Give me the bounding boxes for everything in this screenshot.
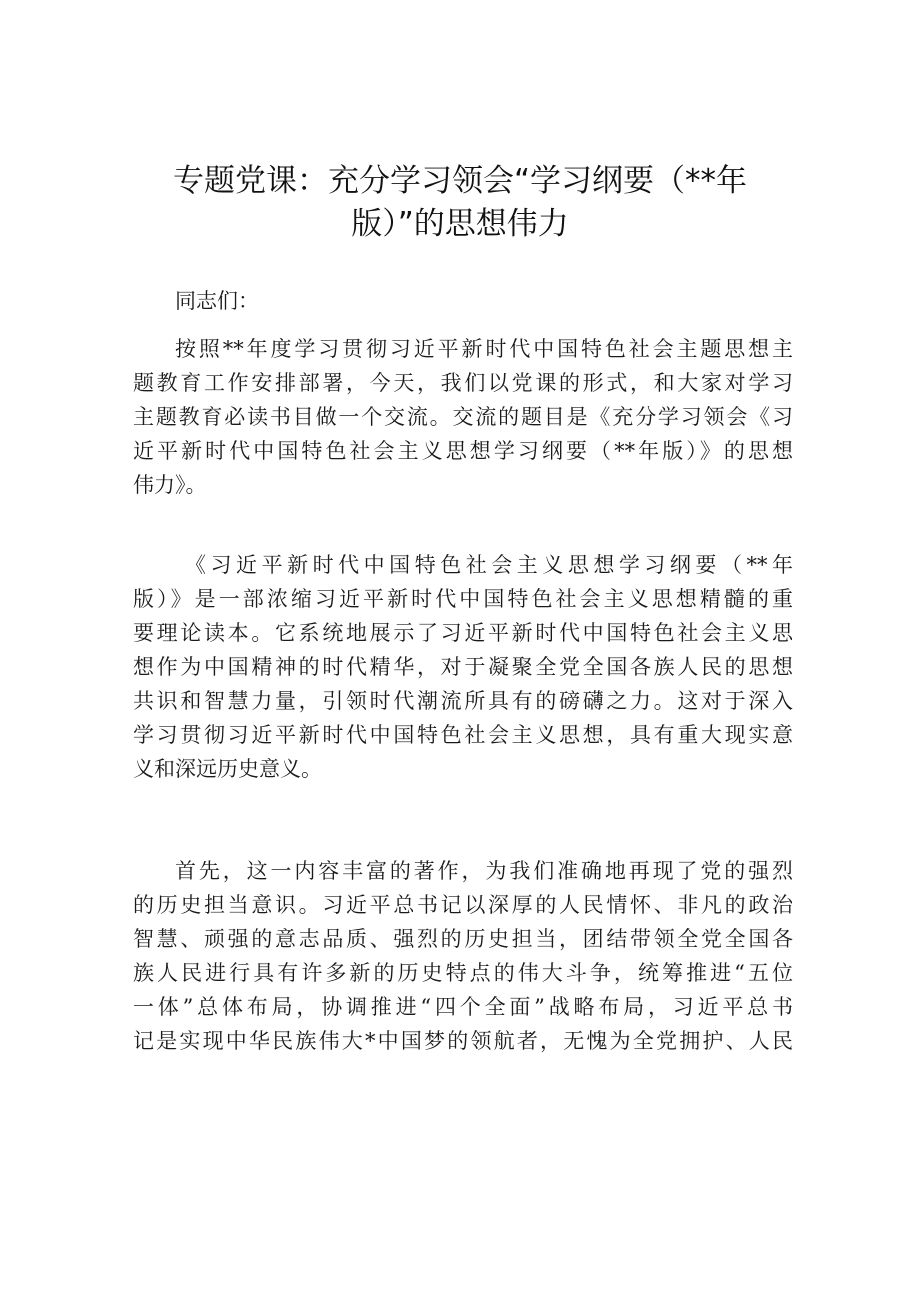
paragraph-line: 一体”总体布局，协调推进“四个全面”战略布局，习近平总书 [133, 995, 793, 1019]
paragraph-3 [133, 854, 793, 1058]
title-line: 专题党课：充分学习领会“学习纲要（**年 [172, 163, 748, 199]
paragraph-line: 主题教育必读书目做一个交流。交流的题目是《充分学习领会《习 [133, 405, 793, 429]
title-line: 版）”的思想伟力 [351, 206, 569, 242]
paragraph-line: 学习贯彻习近平新时代中国特色社会主义思想，具有重大现实意 [133, 723, 793, 747]
paragraph-line: 的历史担当意识。习近平总书记以深厚的人民情怀、非凡的政治 [133, 893, 793, 917]
paragraph-line: 记是实现中华民族伟大*中国梦的领航者，无愧为全党拥护、人民 [133, 1029, 793, 1053]
paragraph-line: 《习近平新时代中国特色社会主义思想学习纲要（**年 [185, 553, 793, 577]
paragraph-line: 近平新时代中国特色社会主义思想学习纲要（**年版）》的思想 [133, 439, 793, 463]
paragraph-line: 共识和智慧力量，引领时代潮流所具有的磅礴之力。这对于深入 [133, 689, 793, 713]
greeting [133, 284, 793, 318]
paragraph-line: 题教育工作安排部署，今天，我们以党课的形式，和大家对学习 [133, 371, 793, 395]
paragraph-line: 智慧、顽强的意志品质、强烈的历史担当，团结带领全党全国各 [133, 927, 793, 951]
paragraph-line: 义和深远历史意义。 [133, 757, 322, 781]
paragraph-line: 想作为中国精神的时代精华，对于凝聚全党全国各族人民的思想 [133, 655, 793, 679]
paragraph-line: 版）》是一部浓缩习近平新时代中国特色社会主义思想精髓的重 [133, 587, 793, 611]
paragraph-line: 首先，这一内容丰富的著作，为我们准确地再现了党的强烈 [175, 859, 793, 883]
paragraph-line: 伟力》。 [133, 473, 207, 497]
paragraph-line: 族人民进行具有许多新的历史特点的伟大斗争，统筹推进“五位 [133, 961, 793, 985]
paragraph-2 [133, 548, 793, 786]
paragraph-1 [133, 332, 793, 502]
paragraph-line: 要理论读本。它系统地展示了习近平新时代中国特色社会主义思 [133, 621, 793, 645]
greeting-text: 同志们： [175, 289, 259, 313]
document-title [130, 160, 790, 246]
paragraph-line: 按照**年度学习贯彻习近平新时代中国特色社会主题思想主 [175, 337, 793, 361]
